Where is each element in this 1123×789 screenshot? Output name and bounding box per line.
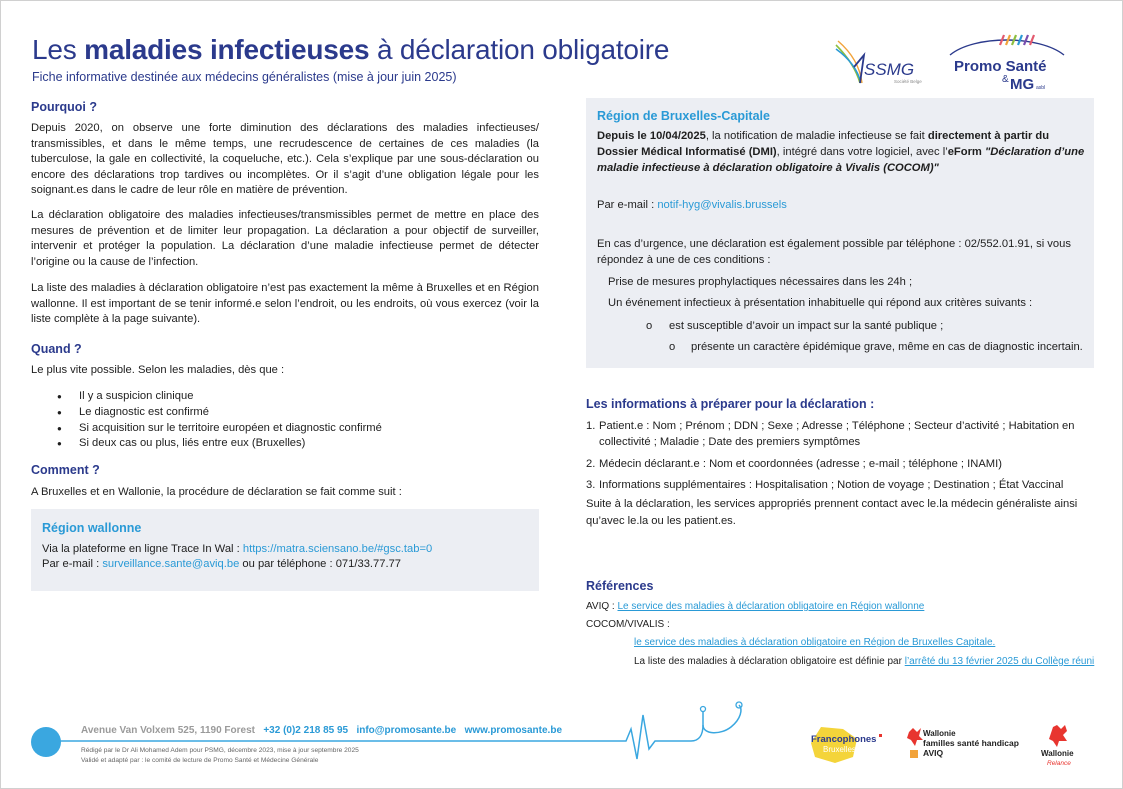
footer-phone: +32 (0)2 218 85 95: [263, 725, 349, 736]
svg-text:Bruxelles: Bruxelles: [823, 745, 856, 754]
dmi-line-1: Depuis le 10/04/2025, la notification de maladie infectieuse se fait directement à partir du: [597, 130, 1050, 142]
info-item-1: 1. Patient.e : Nom ; Prénom ; DDN ; Sexe ; Adresse ; Téléphone ; Secteur d’activité ; Habitation en collectivité ; Maladie ; Date des premiers symptômes: [586, 420, 1075, 448]
ref-liste-line: La liste des maladies à déclaration obligatoire est définie par l’arrêté du 13 février 2025 du Collège réuni: [634, 656, 1095, 667]
ref-arrete-link[interactable]: l’arrêté du 13 février 2025 du Collège réuni: [904, 656, 1095, 667]
vivalis-email-line: Par e-mail : notif-hyg@vivalis.brussels: [597, 199, 787, 211]
suite-line-1: Suite à la déclaration, les services appropriés prennent contact avec le.la médecin généraliste ainsi: [586, 498, 1078, 510]
sub-bullet-marker: o: [669, 341, 676, 353]
pourquoi-paragraph-1: Depuis 2020, on observe une forte diminution des déclarations des maladies infectieuses/ transmissibles, et dans le même temps, une recrudescence de certaines de ces maladies (la tuberculose, la gale en collectivité, la coqueluche, etc.). Cela s’explique par une sous-déclaration ou encore des déclarations trop tardives ou incomplètes. Or il s’agit d’une obligation légale pour les soignant.es dans le cadre de leur rôle en matière de prévention.: [31, 122, 539, 197]
list-item: ● Si deux cas ou plus, liés entre eux (Bruxelles): [57, 436, 382, 452]
footer-website-link[interactable]: www.promosante.be: [464, 725, 562, 736]
urgence-condition-2: Un événement infectieux à présentation inhabituelle qui répond aux critères suivants :: [608, 297, 1033, 309]
region-wallonne-box: [31, 509, 539, 591]
trace-in-wal-line: Via la plateforme en ligne Trace In Wal : https://matra.sciensano.be/#gsc.tab=0: [42, 543, 433, 555]
aviq-contact-line: Par e-mail : surveillance.sante@aviq.be ou par téléphone : 071/33.77.77: [42, 558, 402, 570]
suite-line-2: qu’avec le.la ou les patient.es.: [586, 515, 736, 527]
svg-text:familles santé handicap: familles santé handicap: [923, 738, 1019, 748]
aviq-email-link[interactable]: surveillance.sante@aviq.be: [102, 558, 240, 570]
urgence-line-1: En cas d’urgence, une déclaration est également possible par téléphone : 02/552.01.91, si vous: [597, 238, 1071, 250]
svg-text:asbl: asbl: [1036, 85, 1046, 91]
region-bruxelles-box: [586, 98, 1094, 368]
list-item: ● Le diagnostic est confirmé: [57, 405, 382, 421]
urgence-line-2: répondez à une de ces conditions :: [597, 254, 771, 266]
svg-text:MG: MG: [1010, 76, 1035, 93]
footer-dot-icon: [31, 727, 61, 757]
promo-sante-mg-logo: [944, 31, 1069, 97]
svg-text:Promo Santé: Promo Santé: [954, 58, 1047, 75]
pourquoi-heading: Pourquoi ?: [31, 100, 97, 114]
quand-intro: Le plus vite possible. Selon les maladies, dès que :: [31, 364, 285, 376]
comment-heading: Comment ?: [31, 463, 100, 477]
ref-aviq-link[interactable]: Le service des maladies à déclaration obligatoire en Région wallonne: [617, 601, 925, 612]
svg-text:Relance: Relance: [1047, 760, 1071, 767]
ref-aviq-line: AVIQ : Le service des maladies à déclaration obligatoire en Région wallonne: [586, 601, 925, 612]
infos-heading: Les informations à préparer pour la déclaration :: [586, 397, 875, 411]
info-item-2: 2. Médecin déclarant.e : Nom et coordonnées (adresse ; e-mail ; téléphone ; INAMI): [586, 458, 1002, 470]
references-heading: Références: [586, 579, 654, 593]
svg-text:&: &: [1002, 74, 1009, 85]
comment-intro: A Bruxelles et en Wallonie, la procédure de déclaration se fait comme suit :: [31, 486, 402, 498]
quand-heading: Quand ?: [31, 342, 82, 356]
ssmg-logo: [834, 39, 924, 87]
svg-text:Société Belge: Société Belge: [894, 79, 922, 84]
vivalis-email-link[interactable]: notif-hyg@vivalis.brussels: [657, 199, 787, 211]
svg-text:Francophones: Francophones: [811, 734, 877, 745]
sub-bullet-marker: o: [646, 320, 653, 332]
svg-text:SSMG: SSMG: [864, 60, 915, 79]
ref-cocom-label: COCOM/VIVALIS :: [586, 619, 670, 630]
pourquoi-paragraph-2: La déclaration obligatoire des maladies infectieuses/transmissibles permet de mettre en place des mesures de prévention et de limiter leur propagation. La déclaration a pour objectif de surveiller, intervenir et protéger la population. La déclaration d’une maladie infectieuse permet de détecter l’origine ou la cause de l’infection.: [31, 209, 539, 268]
footer-contact: Avenue Van Volxem 525, 1190 Forest +32 (0)2 218 85 95 info@promosante.be www.promosante.be: [81, 725, 562, 736]
region-wallonne-title: Région wallonne: [42, 521, 142, 535]
svg-text:Wallonie: Wallonie: [923, 729, 956, 738]
wallonie-relance-logo: [1039, 723, 1081, 767]
sub-condition-1: est susceptible d’avoir un impact sur la santé publique ;: [669, 320, 944, 332]
urgence-condition-1: Prise de mesures prophylactiques nécessaires dans les 24h ;: [608, 276, 913, 288]
francophones-bruxelles-logo: [807, 723, 887, 765]
info-item-3: 3. Informations supplémentaires : Hospitalisation ; Notion de voyage ; Destination ; État Vaccinal: [586, 479, 1064, 491]
ref-cocom-service-link[interactable]: le service des maladies à déclaration obligatoire en Région de Bruxelles Capitale.: [634, 637, 996, 648]
list-item: ● Si acquisition sur le territoire européen et diagnostic confirmé: [57, 421, 382, 437]
aviq-logo: [907, 726, 1027, 760]
ref-cocom-link: [634, 637, 995, 648]
quand-conditions-list: [57, 389, 382, 452]
trace-in-wal-link[interactable]: https://matra.sciensano.be/#gsc.tab=0: [242, 543, 433, 555]
region-bruxelles-title: Région de Bruxelles-Capitale: [597, 109, 770, 123]
list-item: ● Il y a suspicion clinique: [57, 389, 382, 405]
dmi-line-3: maladie infectieuse à déclaration obligatoire à Vivalis (COCOM)": [597, 162, 939, 174]
svg-text:AVIQ: AVIQ: [923, 748, 944, 758]
pourquoi-paragraph-3: La liste des maladies à déclaration obligatoire n’est pas exactement la même à Bruxelles et en Région wallonne. Il est important de se tenir informé.e selon l’endroit, ou les endroits, où vous exercez (voir la liste complète à la page suivante).: [31, 282, 539, 326]
svg-text:Wallonie: Wallonie: [1041, 749, 1074, 758]
footer-credit-1: Rédigé par le Dr Ali Mohamed Adem pour PSMG, décembre 2023, mise à jour septembre 2025: [81, 747, 359, 754]
sub-condition-2: présente un caractère épidémique grave, même en cas de diagnostic incertain.: [691, 341, 1083, 353]
dmi-line-2: Dossier Médical Informatisé (DMI), intégré dans votre logiciel, avec l’eForm "Déclaration d’une: [597, 146, 1085, 158]
page-subtitle: Fiche informative destinée aux médecins généralistes (mise à jour juin 2025): [32, 70, 457, 84]
page-title: Les maladies infectieuses à déclaration obligatoire: [32, 34, 670, 65]
footer-email-link[interactable]: info@promosante.be: [356, 725, 457, 736]
footer-credit-2: Validé et adapté par : le comité de lecture de Promo Santé et Médecine Générale: [81, 757, 319, 764]
